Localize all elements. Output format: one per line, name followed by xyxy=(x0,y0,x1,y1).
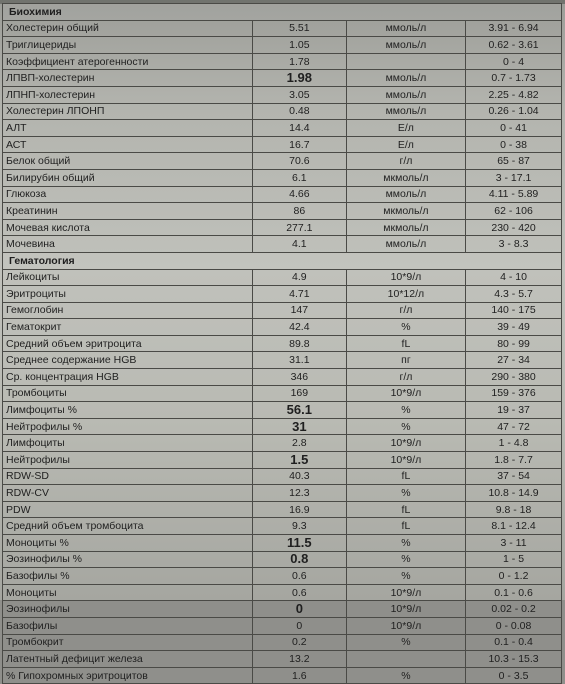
test-unit: мкмоль/л xyxy=(346,203,465,220)
table-row xyxy=(3,269,562,286)
test-name: Гематокрит xyxy=(3,319,253,336)
test-value: 277.1 xyxy=(252,219,346,236)
reference-range: 0 - 41 xyxy=(466,120,562,137)
test-value: 0.8 xyxy=(252,551,346,568)
table-row xyxy=(3,667,562,684)
table-row xyxy=(3,468,562,485)
test-name: Гемоглобин xyxy=(3,302,253,319)
test-unit xyxy=(346,53,465,70)
test-name: Тромбокрит xyxy=(3,634,253,651)
test-name: Ср. концентрация HGB xyxy=(3,369,253,386)
table-row xyxy=(3,153,562,170)
test-name: Коэффициент атерогенности xyxy=(3,53,253,70)
table-row xyxy=(3,452,562,469)
reference-range: 3.91 - 6.94 xyxy=(466,20,562,37)
test-name: Эозинофилы xyxy=(3,601,253,618)
test-value: 16.9 xyxy=(252,501,346,518)
test-unit: ммоль/л xyxy=(346,236,465,253)
test-value: 13.2 xyxy=(252,651,346,668)
table-row xyxy=(3,319,562,336)
reference-range: 8.1 - 12.4 xyxy=(466,518,562,535)
test-value: 89.8 xyxy=(252,335,346,352)
test-value: 0 xyxy=(252,617,346,634)
test-value: 86 xyxy=(252,203,346,220)
reference-range: 80 - 99 xyxy=(466,335,562,352)
test-name: Белок общий xyxy=(3,153,253,170)
table-row xyxy=(3,617,562,634)
test-unit: 10*9/л xyxy=(346,385,465,402)
test-name: Тромбоциты xyxy=(3,385,253,402)
table-row xyxy=(3,568,562,585)
reference-range: 3 - 17.1 xyxy=(466,169,562,186)
test-name: Базофилы xyxy=(3,617,253,634)
table-row xyxy=(3,186,562,203)
test-unit: % xyxy=(346,319,465,336)
test-name: Нейтрофилы xyxy=(3,452,253,469)
table-row xyxy=(3,634,562,651)
reference-range: 1 - 4.8 xyxy=(466,435,562,452)
table-row xyxy=(3,402,562,419)
reference-range: 4 - 10 xyxy=(466,269,562,286)
test-value: 14.4 xyxy=(252,120,346,137)
test-name: Среднее содержание HGB xyxy=(3,352,253,369)
test-name: ЛПВП-холестерин xyxy=(3,70,253,87)
test-unit: % xyxy=(346,551,465,568)
test-unit: fL xyxy=(346,335,465,352)
test-value: 9.3 xyxy=(252,518,346,535)
reference-range: 1 - 5 xyxy=(466,551,562,568)
test-value: 4.1 xyxy=(252,236,346,253)
table-row xyxy=(3,286,562,303)
test-unit: 10*9/л xyxy=(346,601,465,618)
reference-range: 47 - 72 xyxy=(466,418,562,435)
table-row xyxy=(3,70,562,87)
table-row xyxy=(3,551,562,568)
test-name: RDW-CV xyxy=(3,485,253,502)
section-title: Гематология xyxy=(3,252,562,269)
reference-range: 230 - 420 xyxy=(466,219,562,236)
reference-range: 140 - 175 xyxy=(466,302,562,319)
reference-range: 62 - 106 xyxy=(466,203,562,220)
test-name: Холестерин общий xyxy=(3,20,253,37)
test-value: 3.05 xyxy=(252,86,346,103)
test-value: 70.6 xyxy=(252,153,346,170)
section-header xyxy=(3,4,562,21)
table-row xyxy=(3,136,562,153)
test-unit: г/л xyxy=(346,369,465,386)
section-title: Биохимия xyxy=(3,4,562,21)
reference-range: 0.62 - 3.61 xyxy=(466,37,562,54)
test-unit: % xyxy=(346,568,465,585)
test-unit: ммоль/л xyxy=(346,37,465,54)
table-row xyxy=(3,418,562,435)
test-value: 1.05 xyxy=(252,37,346,54)
reference-range: 290 - 380 xyxy=(466,369,562,386)
reference-range: 27 - 34 xyxy=(466,352,562,369)
test-unit: ммоль/л xyxy=(346,70,465,87)
test-name: Средний объем эритроцита xyxy=(3,335,253,352)
table-row xyxy=(3,385,562,402)
test-name: RDW-SD xyxy=(3,468,253,485)
test-unit: г/л xyxy=(346,153,465,170)
reference-range: 9.8 - 18 xyxy=(466,501,562,518)
test-name: Средний объем тромбоцита xyxy=(3,518,253,535)
table-row xyxy=(3,219,562,236)
test-name: Эозинофилы % xyxy=(3,551,253,568)
test-name: Лейкоциты xyxy=(3,269,253,286)
test-unit: % xyxy=(346,535,465,552)
test-unit: г/л xyxy=(346,302,465,319)
test-name: Мочевина xyxy=(3,236,253,253)
table-row xyxy=(3,20,562,37)
test-value: 4.9 xyxy=(252,269,346,286)
test-unit: ммоль/л xyxy=(346,186,465,203)
reference-range: 10.8 - 14.9 xyxy=(466,485,562,502)
test-name: Латентный дефицит железа xyxy=(3,651,253,668)
test-value: 16.7 xyxy=(252,136,346,153)
test-value: 1.5 xyxy=(252,452,346,469)
table-row xyxy=(3,86,562,103)
test-value: 346 xyxy=(252,369,346,386)
reference-range: 0.26 - 1.04 xyxy=(466,103,562,120)
test-value: 6.1 xyxy=(252,169,346,186)
test-name: Триглицериды xyxy=(3,37,253,54)
test-name: Глюкоза xyxy=(3,186,253,203)
results-body xyxy=(3,4,562,684)
test-unit: % xyxy=(346,418,465,435)
reference-range: 0.1 - 0.4 xyxy=(466,634,562,651)
section-header xyxy=(3,252,562,269)
test-value: 31 xyxy=(252,418,346,435)
results-table xyxy=(2,3,562,684)
test-unit: мкмоль/л xyxy=(346,219,465,236)
reference-range: 1.8 - 7.7 xyxy=(466,452,562,469)
test-name: Моноциты xyxy=(3,584,253,601)
test-unit: % xyxy=(346,485,465,502)
reference-range: 0.02 - 0.2 xyxy=(466,601,562,618)
test-value: 4.66 xyxy=(252,186,346,203)
test-name: PDW xyxy=(3,501,253,518)
test-value: 56.1 xyxy=(252,402,346,419)
test-name: Моноциты % xyxy=(3,535,253,552)
test-unit: пг xyxy=(346,352,465,369)
reference-range: 0 - 0.08 xyxy=(466,617,562,634)
test-value: 0 xyxy=(252,601,346,618)
reference-range: 0 - 4 xyxy=(466,53,562,70)
test-value: 0.2 xyxy=(252,634,346,651)
reference-range: 0 - 38 xyxy=(466,136,562,153)
table-row xyxy=(3,169,562,186)
test-unit: ммоль/л xyxy=(346,103,465,120)
reference-range: 3 - 8.3 xyxy=(466,236,562,253)
test-unit: 10*9/л xyxy=(346,269,465,286)
reference-range: 0.7 - 1.73 xyxy=(466,70,562,87)
test-value: 11.5 xyxy=(252,535,346,552)
test-unit: % xyxy=(346,402,465,419)
table-row xyxy=(3,435,562,452)
test-unit: 10*12/л xyxy=(346,286,465,303)
table-row xyxy=(3,352,562,369)
test-value: 4.71 xyxy=(252,286,346,303)
test-unit: fL xyxy=(346,468,465,485)
test-value: 0.6 xyxy=(252,584,346,601)
test-name: АСТ xyxy=(3,136,253,153)
test-unit: мкмоль/л xyxy=(346,169,465,186)
test-value: 1.98 xyxy=(252,70,346,87)
reference-range: 0 - 3.5 xyxy=(466,667,562,684)
test-unit: ммоль/л xyxy=(346,20,465,37)
table-row xyxy=(3,485,562,502)
test-name: Холестерин ЛПОНП xyxy=(3,103,253,120)
table-row xyxy=(3,53,562,70)
table-row xyxy=(3,535,562,552)
test-value: 0.48 xyxy=(252,103,346,120)
reference-range: 10.3 - 15.3 xyxy=(466,651,562,668)
reference-range: 4.11 - 5.89 xyxy=(466,186,562,203)
reference-range: 39 - 49 xyxy=(466,319,562,336)
reference-range: 19 - 37 xyxy=(466,402,562,419)
reference-range: 159 - 376 xyxy=(466,385,562,402)
table-row xyxy=(3,203,562,220)
table-row xyxy=(3,651,562,668)
test-unit: Е/л xyxy=(346,120,465,137)
test-name: % Гипохромных эритроцитов xyxy=(3,667,253,684)
test-value: 1.6 xyxy=(252,667,346,684)
table-row xyxy=(3,236,562,253)
table-row xyxy=(3,335,562,352)
table-row xyxy=(3,601,562,618)
reference-range: 0.1 - 0.6 xyxy=(466,584,562,601)
table-row xyxy=(3,518,562,535)
table-row xyxy=(3,103,562,120)
test-unit xyxy=(346,651,465,668)
reference-range: 37 - 54 xyxy=(466,468,562,485)
table-row xyxy=(3,584,562,601)
test-unit: 10*9/л xyxy=(346,584,465,601)
test-unit: Е/л xyxy=(346,136,465,153)
test-unit: 10*9/л xyxy=(346,435,465,452)
test-value: 12.3 xyxy=(252,485,346,502)
test-name: Базофилы % xyxy=(3,568,253,585)
test-value: 42.4 xyxy=(252,319,346,336)
reference-range: 0 - 1.2 xyxy=(466,568,562,585)
test-value: 169 xyxy=(252,385,346,402)
test-value: 5.51 xyxy=(252,20,346,37)
test-value: 2.8 xyxy=(252,435,346,452)
test-name: АЛТ xyxy=(3,120,253,137)
test-name: Лимфоциты % xyxy=(3,402,253,419)
test-name: Креатинин xyxy=(3,203,253,220)
test-unit: 10*9/л xyxy=(346,452,465,469)
test-unit: fL xyxy=(346,518,465,535)
reference-range: 4.3 - 5.7 xyxy=(466,286,562,303)
table-row xyxy=(3,120,562,137)
test-value: 0.6 xyxy=(252,568,346,585)
test-name: Мочевая кислота xyxy=(3,219,253,236)
reference-range: 3 - 11 xyxy=(466,535,562,552)
table-row xyxy=(3,37,562,54)
test-value: 147 xyxy=(252,302,346,319)
test-value: 1.78 xyxy=(252,53,346,70)
reference-range: 2.25 - 4.82 xyxy=(466,86,562,103)
test-name: Эритроциты xyxy=(3,286,253,303)
test-unit: fL xyxy=(346,501,465,518)
test-unit: % xyxy=(346,667,465,684)
test-unit: 10*9/л xyxy=(346,617,465,634)
test-value: 31.1 xyxy=(252,352,346,369)
test-name: ЛПНП-холестерин xyxy=(3,86,253,103)
table-row xyxy=(3,501,562,518)
test-value: 40.3 xyxy=(252,468,346,485)
reference-range: 65 - 87 xyxy=(466,153,562,170)
test-name: Нейтрофилы % xyxy=(3,418,253,435)
table-row xyxy=(3,302,562,319)
test-unit: ммоль/л xyxy=(346,86,465,103)
test-name: Билирубин общий xyxy=(3,169,253,186)
table-row xyxy=(3,369,562,386)
test-unit: % xyxy=(346,634,465,651)
test-name: Лимфоциты xyxy=(3,435,253,452)
